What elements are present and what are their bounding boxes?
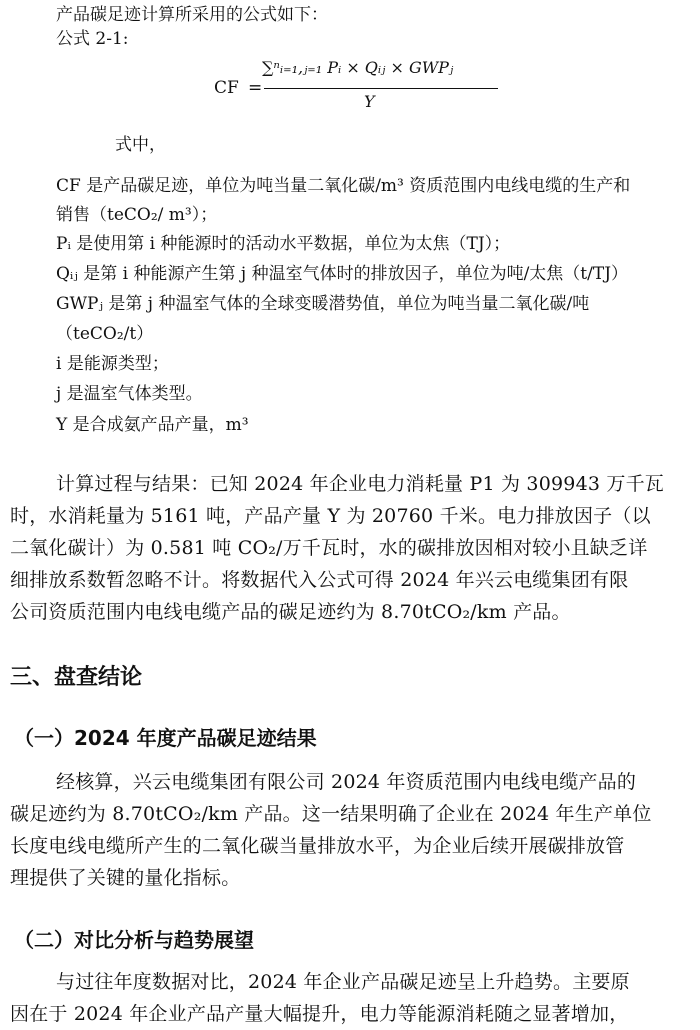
formula-denominator: Y	[364, 92, 375, 111]
definition-line: j 是温室气体类型。	[56, 384, 203, 404]
paragraph-line: 因在于 2024 年企业产品产量大幅提升，电力等能源消耗随之显著增加，	[10, 1003, 629, 1025]
definition-line: Pᵢ 是使用第 i 种能源时的活动水平数据，单位为太焦（TJ）；	[56, 234, 511, 254]
intro-text: 产品碳足迹计算所采用的公式如下：	[56, 5, 328, 25]
formula-2-1	[210, 58, 510, 116]
definition-line: Qᵢⱼ 是第 i 种能源产生第 j 种温室气体时的排放因子，单位为吨/太焦（t/TJ）	[56, 264, 629, 284]
paragraph-line: 经核算，兴云电缆集团有限公司 2024 年资质范围内电线电缆产品的	[56, 771, 637, 793]
definition-line: Y 是合成氨产品产量，m³	[56, 415, 249, 435]
fraction-bar	[264, 88, 498, 89]
subsection-heading: （一）2024 年度产品碳足迹结果	[14, 726, 317, 750]
calc-line: 计算过程与结果：已知 2024 年企业电力消耗量 P1 为 309943 万千瓦	[56, 473, 664, 495]
calc-line: 细排放系数暂忽略不计。将数据代入公式可得 2024 年兴云电缆集团有限	[10, 569, 629, 591]
definition-line: CF 是产品碳足迹，单位为吨当量二氧化碳/m³ 资质范围内电线电缆的生产和	[56, 176, 631, 196]
paragraph-line: 长度电线电缆所产生的二氧化碳当量排放水平，为企业后续开展碳排放管	[10, 835, 625, 857]
calc-line: 公司资质范围内电线电缆产品的碳足迹约为 8.70tCO₂/km 产品。	[10, 601, 571, 623]
calc-line: 二氧化碳计）为 0.581 吨 CO₂/万千瓦时，水的碳排放因相对较小且缺乏详	[10, 537, 648, 559]
where-text: 式中，	[115, 135, 166, 155]
paragraph-line: 与过往年度数据对比，2024 年企业产品碳足迹呈上升趋势。主要原	[56, 971, 630, 993]
subsection-heading: （二）对比分析与趋势展望	[14, 928, 254, 952]
definition-line: （teCO₂/t）	[56, 324, 154, 344]
formula-label: 公式 2-1:	[56, 29, 129, 49]
definition-line: i 是能源类型；	[56, 354, 169, 374]
paragraph-line: 碳足迹约为 8.70tCO₂/km 产品。这一结果明确了企业在 2024 年生产单位	[10, 803, 652, 825]
section-heading: 三、盘查结论	[10, 665, 143, 690]
definition-line: 销售（teCO₂/ m³）；	[56, 205, 218, 225]
formula-numerator: ∑ⁿᵢ₌₁,ⱼ₌₁ Pᵢ × Qᵢⱼ × GWPⱼ	[262, 58, 454, 77]
calc-line: 时，水消耗量为 5161 吨，产品产量 Y 为 20760 千米。电力排放因子（以	[10, 505, 651, 527]
formula-lhs: CF	[214, 78, 239, 98]
paragraph-line: 理提供了关键的量化指标。	[10, 867, 241, 889]
definition-line: GWPⱼ 是第 j 种温室气体的全球变暖潜势值，单位为吨当量二氧化碳/吨	[56, 294, 590, 314]
formula-equals: =	[248, 78, 263, 98]
